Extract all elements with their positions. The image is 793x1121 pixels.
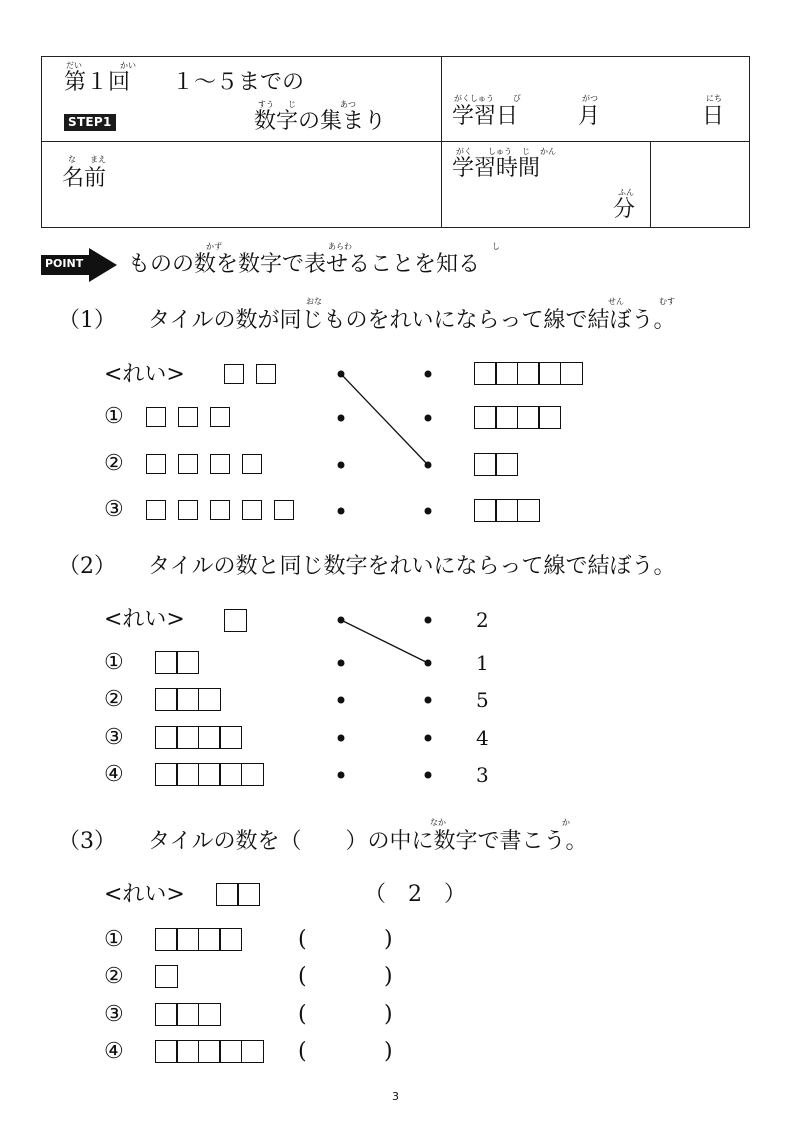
q2-text: タイルの数と同じ数字をれいにならって線で結ぼう。 <box>148 554 676 579</box>
q3-tiles <box>155 965 178 988</box>
ruby-na: な <box>68 155 76 164</box>
q1-text: タイルの数が同じものをれいにならって線で結ぼう。 <box>148 308 676 333</box>
lesson-title-line2: 数字の集まり <box>254 109 387 134</box>
answer-open-paren: ( <box>298 964 307 989</box>
ruby-shuu: しゅう <box>488 147 512 156</box>
minutes-label: 分 <box>613 197 636 222</box>
day-label: 日 <box>702 104 725 129</box>
ruby-nichi: にち <box>706 94 722 103</box>
tile <box>198 1003 221 1026</box>
tile <box>176 1003 199 1026</box>
ruby-ji: じ <box>288 100 296 109</box>
answer-field[interactable] <box>312 1038 380 1066</box>
tile <box>155 1040 178 1063</box>
tile <box>176 1040 199 1063</box>
q2-right-number: 2 <box>476 608 489 632</box>
answer-open-paren: ( <box>298 927 307 952</box>
study-time-label: 学習時間 <box>452 156 541 181</box>
q2-row-number: ③ <box>104 725 124 750</box>
answer-close-paren: ) <box>384 964 393 989</box>
q3-row-number: ② <box>104 964 124 989</box>
tile <box>216 883 239 906</box>
ruby-bi: び <box>513 94 521 103</box>
ruby-sen: せん <box>608 297 624 306</box>
name-label: 名前 <box>62 166 107 191</box>
q3-example-tiles <box>216 883 260 906</box>
tile <box>198 928 221 951</box>
tile <box>241 1040 264 1063</box>
q1-row-number: ③ <box>104 497 124 522</box>
answer-field[interactable] <box>312 963 380 991</box>
answer-close-paren: ) <box>384 1039 393 1064</box>
ruby-atsu: あつ <box>340 100 356 109</box>
q3-label: （3） <box>58 829 116 854</box>
answer-field[interactable] <box>312 1001 380 1029</box>
ruby-suu: すう <box>258 100 274 109</box>
q2-right-number: 5 <box>476 688 489 712</box>
ruby-gaku: がく <box>456 147 472 156</box>
ruby-ka: か <box>562 818 570 827</box>
q2-right-number: 1 <box>476 651 489 675</box>
q1-label: （1） <box>58 308 116 333</box>
ruby-kan: かん <box>540 147 556 156</box>
ruby-fun: ふん <box>618 188 634 197</box>
answer-open-paren: ( <box>298 1039 307 1064</box>
ruby-arawa: あらわ <box>328 242 352 251</box>
q3-example-label: <れい> <box>104 882 185 907</box>
ruby-shi: し <box>492 242 500 251</box>
q2-label: （2） <box>58 554 116 579</box>
ruby-gatsu: がつ <box>582 94 598 103</box>
q2-right-number: 4 <box>476 726 489 750</box>
tile <box>237 883 260 906</box>
tile <box>219 1040 242 1063</box>
month-label: 月 <box>578 104 601 129</box>
tile <box>176 928 199 951</box>
ruby-musu: むす <box>659 297 675 306</box>
q3-example-answer: （ 2 ） <box>364 882 466 907</box>
q3-tiles <box>155 928 242 951</box>
ruby-gakushuu: がくしゅう <box>454 94 494 103</box>
q2-row-number: ① <box>104 650 124 675</box>
ruby-dai: だい <box>66 61 82 70</box>
q1-row-number: ① <box>104 404 124 429</box>
study-date-label: 学習日 <box>452 104 519 129</box>
tile <box>155 965 178 988</box>
q2-row-number: ② <box>104 687 124 712</box>
q3-row-number: ③ <box>104 1002 124 1027</box>
point-text: ものの数を数字で表せることを知る <box>128 252 481 277</box>
ruby-naka: なか <box>430 818 446 827</box>
answer-close-paren: ) <box>384 1002 393 1027</box>
q1-example-label: <れい> <box>104 362 185 387</box>
ruby-ona: おな <box>306 297 322 306</box>
q2-row-number: ④ <box>104 762 124 787</box>
point-badge: POINT <box>45 257 84 270</box>
q1-row-number: ② <box>104 451 124 476</box>
q2-example-label: <れい> <box>104 607 185 632</box>
tile <box>155 1003 178 1026</box>
q3-tiles <box>155 1040 264 1063</box>
ruby-kazu: かず <box>206 242 222 251</box>
q3-text: タイルの数を（ ）の中に数字で書こう。 <box>148 829 588 854</box>
lesson-title-line1: １～５までの <box>172 70 305 95</box>
tile <box>198 1040 221 1063</box>
ruby-mae: まえ <box>90 155 106 164</box>
tile <box>155 928 178 951</box>
tile <box>219 928 242 951</box>
lesson-number: 第１回 <box>64 70 131 95</box>
answer-close-paren: ) <box>384 927 393 952</box>
answer-open-paren: ( <box>298 1002 307 1027</box>
ruby-ji2: じ <box>522 147 530 156</box>
q3-row-number: ④ <box>104 1039 124 1064</box>
page-number: 3 <box>392 1090 399 1103</box>
q2-right-number: 3 <box>476 763 489 787</box>
ruby-kai: かい <box>120 61 136 70</box>
step-badge: STEP1 <box>64 114 116 131</box>
q3-tiles <box>155 1003 221 1026</box>
answer-field[interactable] <box>312 926 380 954</box>
q3-row-number: ① <box>104 927 124 952</box>
